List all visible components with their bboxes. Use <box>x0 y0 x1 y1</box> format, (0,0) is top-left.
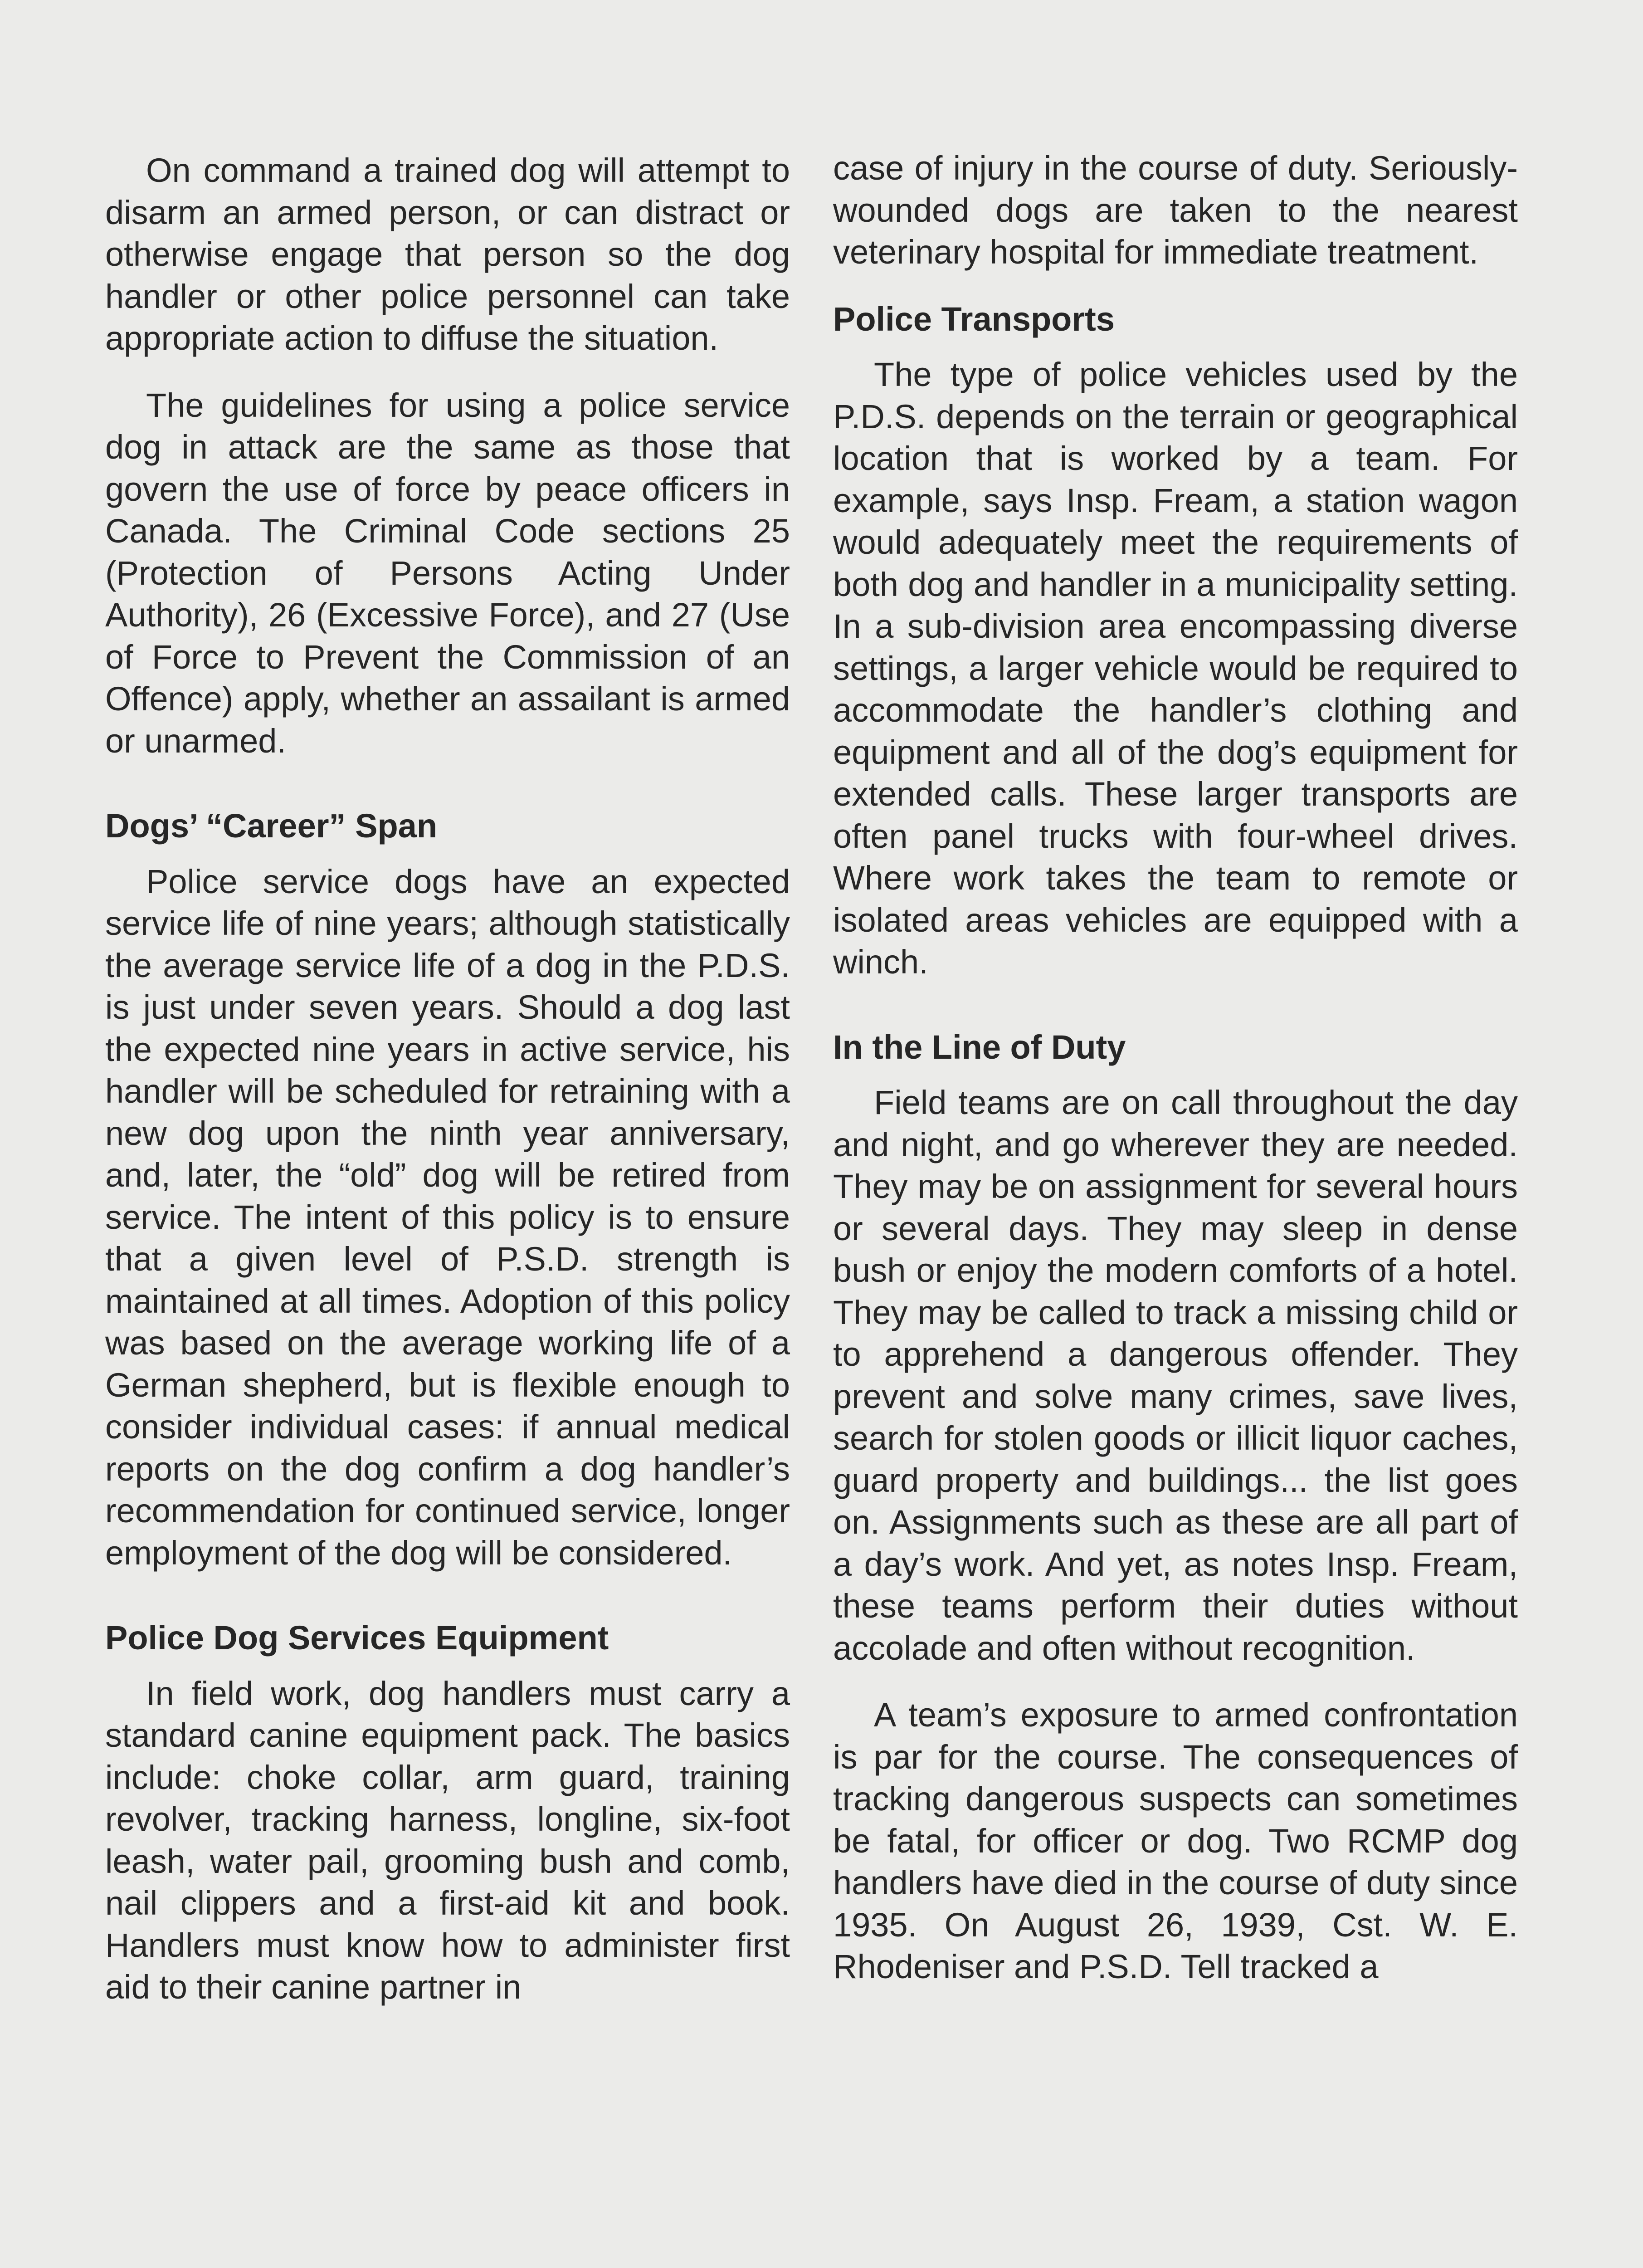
paragraph-vehicles: The type of police vehicles used by the P.D.S. depends on the terrain or geographical location that is worked by a team. For example, says Insp. Fream, a station wagon would adequately meet the requirements of both dog and handler in a municipality setting. In a sub-division area encompassing diverse settings, a larger vehicle would be required to accommodate the handler’s clothing and equipment and all of the dog’s equipment for extended calls. These larger transports are often panel trucks with four-wheel drives. Where work takes the team to remote or isolated areas vehicles are equipped with a winch. <box>833 356 1518 981</box>
right-column <box>833 147 1518 2013</box>
heading-line-of-duty: In the Line of Duty <box>833 1028 1126 1066</box>
paragraph-service-life: Police service dogs have an expected service life of nine years; although statistically the average service life of a dog in the P.D.S. is just under seven years. Should a dog last the expected nine years in active service, his handler will be scheduled for retraining with a new dog upon the ninth year anniversary, and, later, the “old” dog will be retired from service. The intent of this policy is to ensure that a given level of P.S.D. strength is maintained at all times. Adoption of this policy was based on the average working life of a German shepherd, but is flexible enough to consider individual cases: if annual medical reports on the dog confirm a dog handler’s recommendation for continued service, longer employment of the dog will be considered. <box>105 862 790 1572</box>
paragraph-guidelines: The guidelines for using a police service dog in attack are the same as those that govern the use of force by peace officers in Canada. The Criminal Code sections 25 (Protection of Persons Acting Under Authority), 26 (Excessive Force), and 27 (Use of Force to Prevent the Commission of an Offence) apply, whether an assailant is armed or unarmed. <box>105 386 790 760</box>
heading-transports: Police Transports <box>833 300 1115 338</box>
paragraph-injury: case of injury in the course of duty. Seriously-wounded dogs are taken to the nearest veterinary hospital for immediate treatment. <box>833 149 1518 271</box>
heading-career-span: Dogs’ “Career” Span <box>105 807 438 845</box>
paragraph-field-teams: Field teams are on call throughout the day and night, and go wherever they are needed. They may be on assignment for several hours or several days. They may sleep in dense bush or enjoy the modern comforts of a hotel. They may be called to track a missing child or to apprehend a dangerous offender. They prevent and solve many crimes, save lives, search for stolen goods or illicit liquor caches, guard property and buildings... the list goes on. Assignments such as these are all part of a day’s work. And yet, as notes Insp. Fream, these teams perform their duties without accolade and often without recognition. <box>833 1084 1518 1667</box>
paragraph-exposure: A team’s exposure to armed confrontation is par for the course. The consequences of tracking dangerous suspects can sometimes be fatal, for officer or dog. Two RCMP dog handlers have died in the course of duty since 1935. On August 26, 1939, Cst. W. E. Rhodeniser and P.S.D. Tell tracked a <box>833 1696 1518 1985</box>
left-column <box>105 150 790 2033</box>
paragraph-equipment: In field work, dog handlers must carry a standard canine equipment pack. The basics include: choke collar, arm guard, training revolver, tracking harness, longline, six-foot leash, water pail, grooming bush and comb, nail clippers and a first-aid kit and book. Handlers must know how to administer first aid to their canine partner in <box>105 1674 790 2006</box>
heading-equipment: Police Dog Services Equipment <box>105 1619 609 1657</box>
paragraph-disarm: On command a trained dog will attempt to disarm an armed person, or can distract or otherwise engage that person so the dog handler or other police personnel can take appropriate action to diffuse the situation. <box>105 152 790 357</box>
